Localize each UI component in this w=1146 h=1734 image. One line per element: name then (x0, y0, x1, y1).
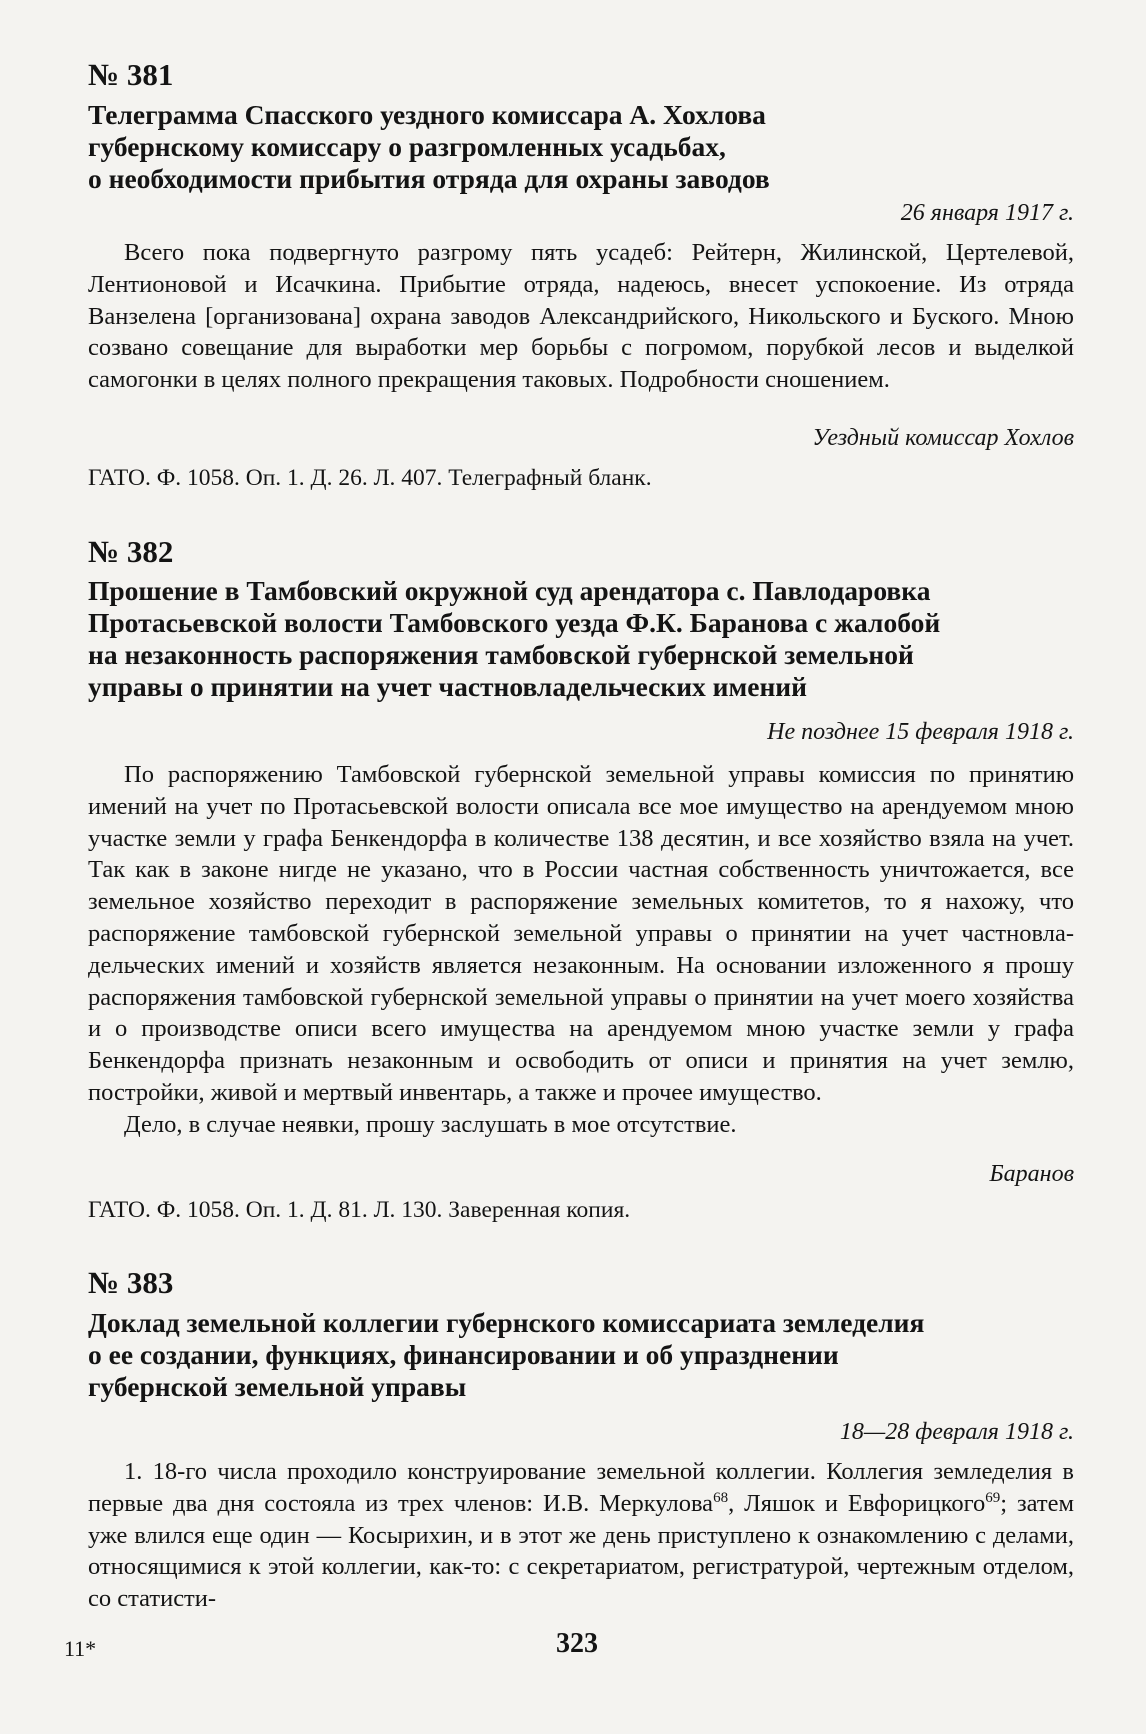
doc382-body-p1: По распоряжению Тамбовской губернской земельной управы комиссия по принятию имений на учет по Протасьевской волости описала все мое имущество на арендуемом мною участке земли у графа Бенкендорфа в количестве 138 десятин, и все хозяйство взяла на учет. Так как в законе нигде не указано, что в России частная собственность уничтожается, все земельное хозяйство переходит в распоряжение земельных комитетов, то я нахожу, что распоряжение тамбовской губернской земельной управы о принятии на учет частновладельческих имений и хозяйств является незаконным. На основании изложенного я прошу распоряжения тамбовской губернской земельной управы о принятии на учет моего хозяйства и о производстве описи всего имущества на арендуемом мною участке земли у графа Бенкендорфа признать незаконным и освободить от описи и принятия на учет землю, постройки, живой и мертвый инвентарь, а также и прочее имущество. (88, 761, 1074, 1106)
doc381-title (88, 99, 1088, 195)
doc383-body-c: ; затем уже влился еще один — Косырихин, и в этот же день приступлено к ознакомлению с делами, относящимися к этой коллегии, как-то: с секретариатом, регистратурой, чертежным отделом, со статисти- (88, 1489, 1075, 1613)
footnote-ref-68[interactable]: 68 (713, 1489, 729, 1506)
doc382-title (88, 575, 1088, 703)
doc383-body (88, 1456, 1074, 1615)
doc381-title-line: губернскому комиссару о разгромленных усадьбах, (88, 131, 726, 162)
doc383-body-a: 1. 18-го числа проходило конструирование земельной коллегии. Коллегия земледелия в первые два дня состояла из трех членов: И.В. Меркулова (88, 1458, 1074, 1517)
doc383-title-line: о ее создании, функциях, финансировании и об упразднении (88, 1339, 839, 1370)
doc382-date: Не позднее 15 февраля 1918 г. (767, 719, 1074, 745)
doc381-title-line: Телеграмма Спасского уездного комиссара А. Хохлова (88, 99, 766, 130)
doc381-body-text: Всего пока подвергнуто разгрому пять усадеб: Рейтерн, Жилинской, Цертелевой, Лентионовой и Исачкина. Прибытие отряда, надеюсь, внесет успокоение. Из отряда Ванзелена [организована] охрана заводов Александрийского, Никольского и Буского. Мною созвано совещание для выработки мер борьбы с погромом, порубкой лесов и выделкой самогонки в целях полного прекращения таковых. Подробности сношением. (88, 239, 1074, 394)
doc383-date: 18—28 февраля 1918 г. (839, 1419, 1074, 1445)
doc383-body-text (88, 1456, 1074, 1615)
doc382-source: ГАТО. Ф. 1058. Оп. 1. Д. 81. Л. 130. Заверенная копия. (88, 1197, 631, 1223)
doc382-title-line: на незаконность распоряжения тамбовской губернской земельной (88, 639, 914, 670)
doc381-title-line: о необходимости прибытия отряда для охраны заводов (88, 163, 770, 194)
doc383-title-line: Доклад земельной коллегии губернского комиссариата земледелия (88, 1307, 925, 1338)
doc381-source: ГАТО. Ф. 1058. Оп. 1. Д. 26. Л. 407. Телеграфный бланк. (88, 465, 652, 491)
doc382-title-line: Прошение в Тамбовский окружной суд арендатора с. Павлодаровка (88, 575, 931, 606)
doc381-number: № 381 (88, 57, 174, 92)
page-number: 323 (556, 1628, 598, 1659)
doc383-body-b: , Ляшок и Евфорицкого (728, 1489, 986, 1517)
doc382-body (88, 759, 1074, 1141)
doc383-number: № 383 (88, 1265, 174, 1300)
doc382-body-p2: Дело, в случае неявки, прошу заслушать в мое отсутствие. (124, 1110, 737, 1138)
doc382-number: № 382 (88, 534, 174, 569)
doc383-title (88, 1307, 1088, 1403)
doc381-date: 26 января 1917 г. (900, 200, 1074, 226)
doc381-signature: Уездный комиссар Хохлов (812, 425, 1074, 451)
doc383-title-line: губернской земельной управы (88, 1371, 467, 1402)
signature-mark: 11* (64, 1636, 97, 1661)
footnote-ref-69[interactable]: 69 (985, 1489, 1001, 1506)
doc382-signature: Баранов (989, 1161, 1074, 1187)
doc381-body (88, 237, 1074, 396)
doc382-title-line: Протасьевской волости Тамбовского уезда Ф.К. Баранова с жалобой (88, 607, 941, 638)
doc382-title-line: управы о принятии на учет частновладельческих имений (88, 671, 807, 702)
